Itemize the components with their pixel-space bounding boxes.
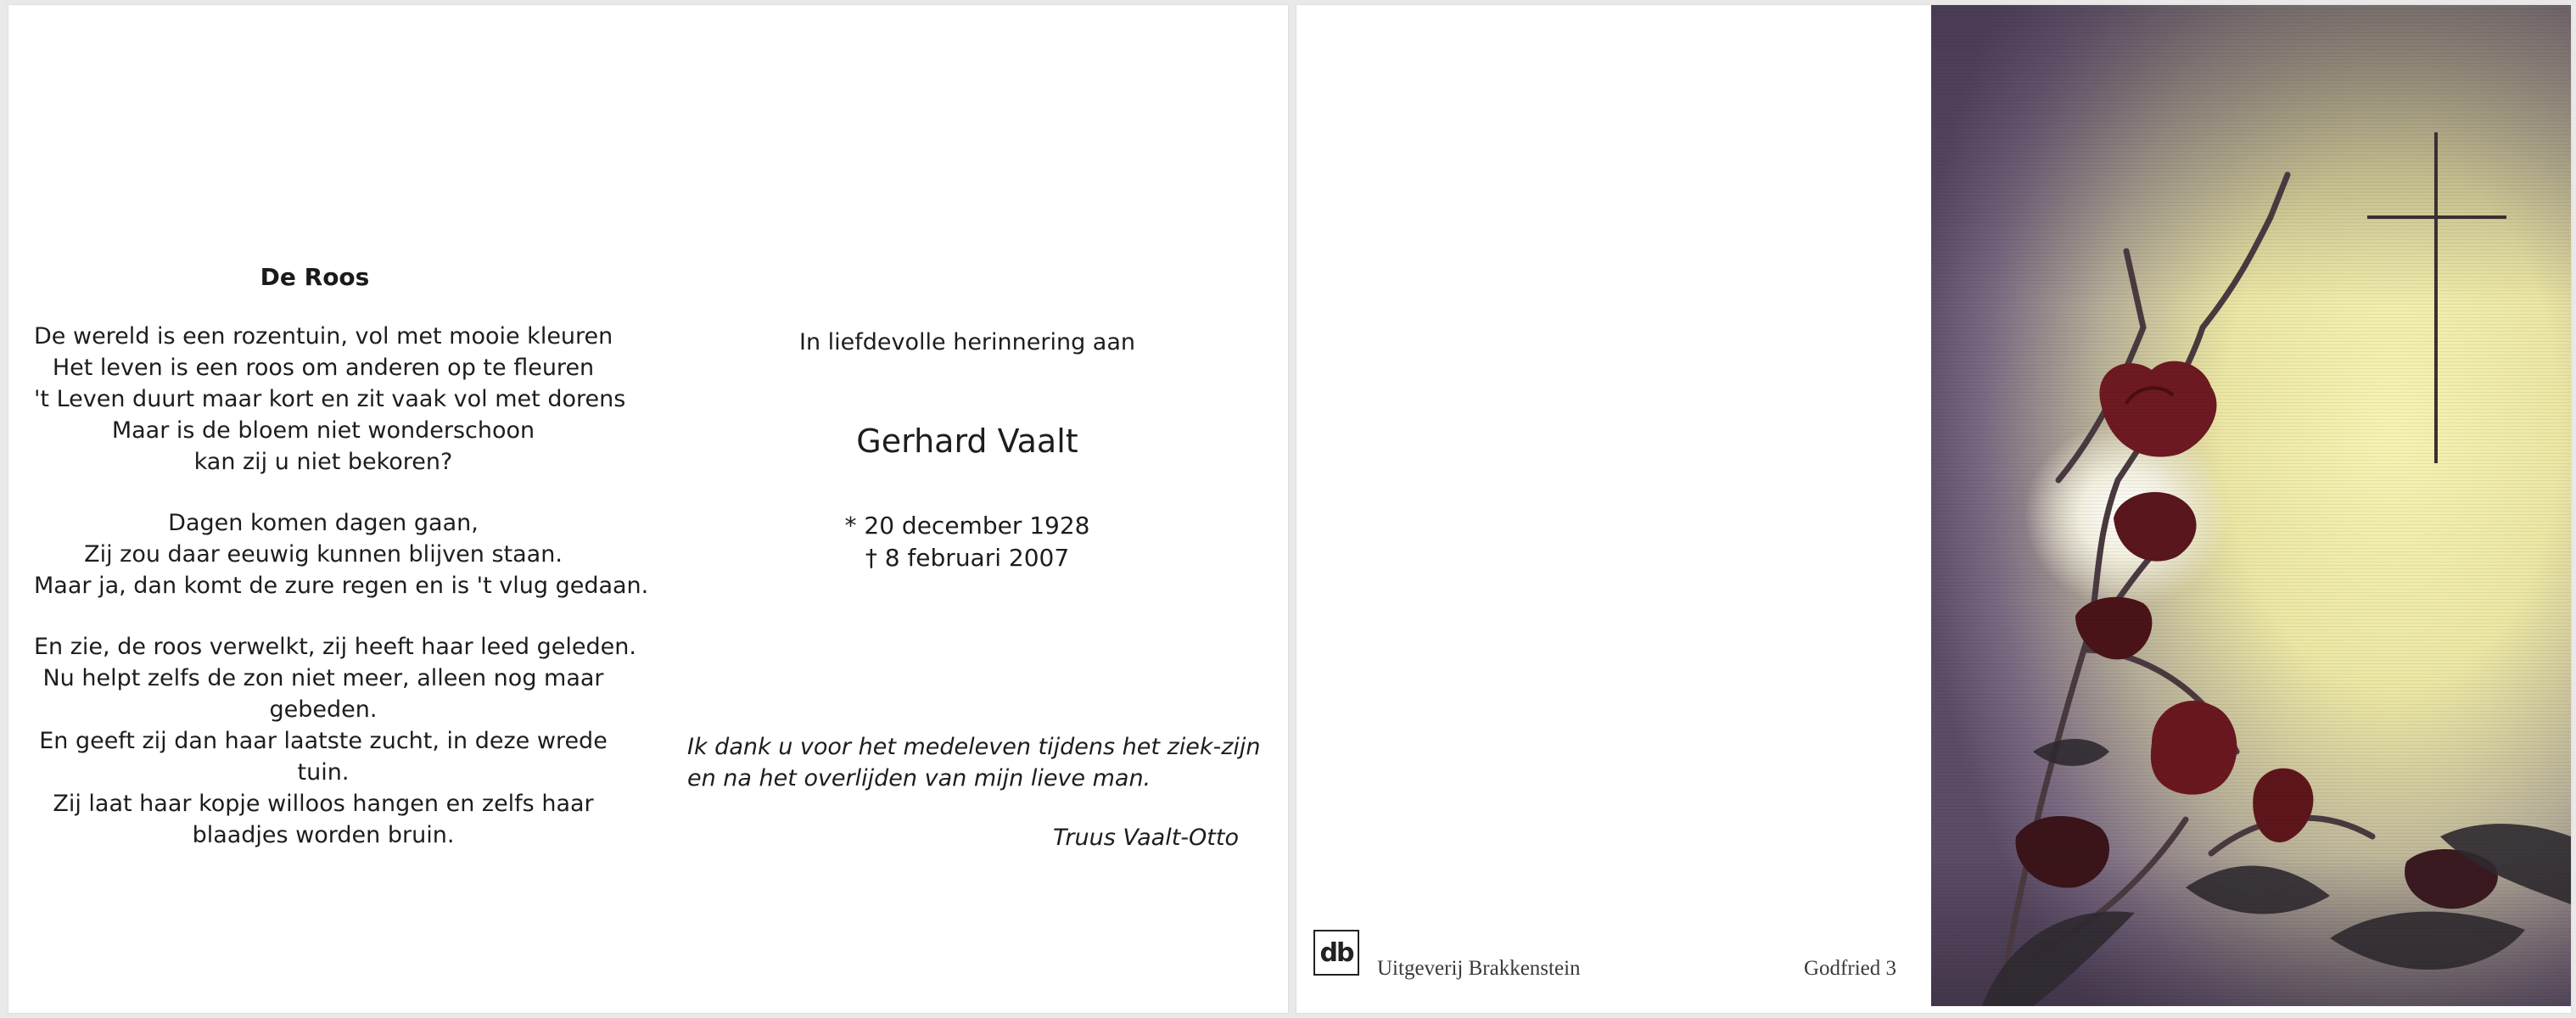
poem-line: Dagen komen dagen gaan,: [168, 510, 479, 536]
thank-you-note: [687, 731, 1261, 794]
poem-stanza: [34, 321, 626, 478]
thanks-line: en na het overlijden van mijn lieve man.: [687, 765, 1151, 791]
birth-date: * 20 december 1928: [844, 512, 1090, 540]
rose-cross-photo: [1931, 5, 2571, 1006]
poem-line: 't Leven duurt maar kort en zit vaak vol met dorens: [34, 386, 626, 412]
poem-stanza: [34, 631, 636, 851]
poem-line: Maar ja, dan komt de zure regen en is 't vlug gedaan.: [34, 573, 649, 599]
death-date: † 8 februari 2007: [865, 544, 1070, 572]
poem-line: En geeft zij dan haar laatste zucht, in deze wrede tuin.: [39, 728, 608, 786]
poem-line: De wereld is een rozentuin, vol met mooie kleuren: [34, 323, 613, 350]
card-code: Godfried 3: [1804, 957, 1896, 980]
publisher-name: Uitgeverij Brakkenstein: [1377, 957, 1581, 980]
memorial-intro: In liefdevolle herinnering aan: [798, 329, 1136, 355]
poem-stanza: [34, 507, 649, 601]
signature: Truus Vaalt-Otto: [1053, 825, 1239, 851]
poem-title: De Roos: [260, 263, 370, 291]
poem-line: Maar is de bloem niet wonderschoon: [111, 417, 535, 444]
poem-line: Het leven is een roos om anderen op te fleuren: [52, 355, 595, 381]
deceased-name: Gerhard Vaalt: [856, 422, 1078, 460]
poem-line: Zij laat haar kopje willoos hangen en zelfs haar blaadjes worden bruin.: [53, 791, 594, 848]
thanks-line: Ik dank u voor het medeleven tijdens het ziek-zijn: [687, 734, 1261, 760]
publisher-logo: [1313, 930, 1359, 976]
poem-line: Nu helpt zelfs de zon niet meer, alleen nog maar gebeden.: [42, 665, 604, 723]
poem-line: Zij zou daar eeuwig kunnen blijven staan.: [84, 541, 563, 568]
poem-body: [34, 321, 649, 881]
poem-line: kan zij u niet bekoren?: [193, 449, 453, 475]
poem-line: En zie, de roos verwelkt, zij heeft haar leed geleden.: [34, 634, 636, 660]
publisher-logo-text: db: [1319, 937, 1353, 968]
